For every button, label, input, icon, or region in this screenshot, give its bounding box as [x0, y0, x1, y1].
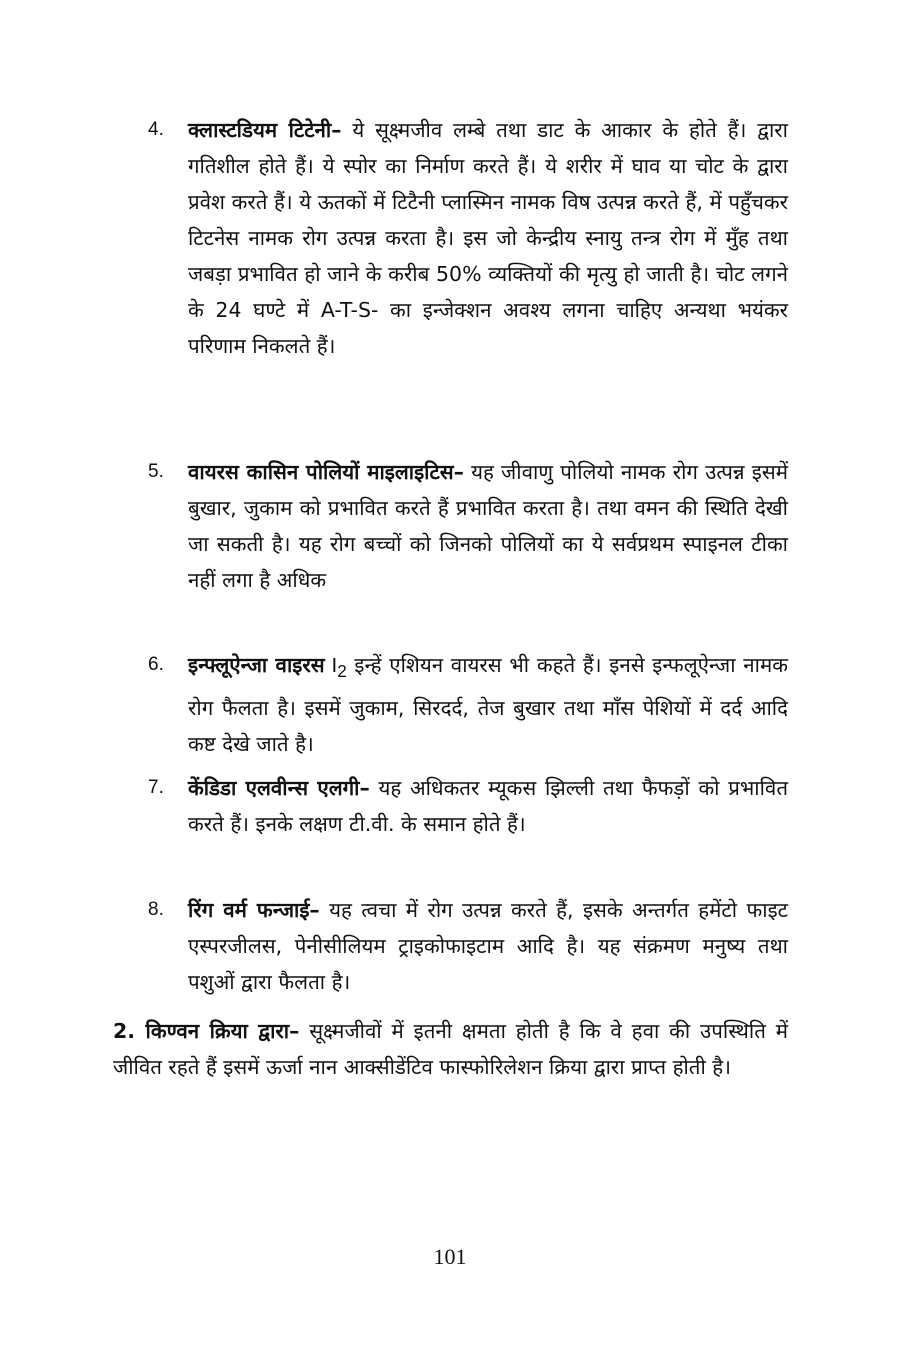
item-text: यह त्वचा में रोग उत्पन्न करते हैं, इसके अन्तर्गत हमेंटो फाइट एस्परजीलस, पेनीसीलियम ट्राइकोफाइटाम आदि है। यह संक्रमण मनुष्य तथा पशुओं द्वारा फैलता है। [188, 898, 788, 994]
item-number: 4. [148, 119, 164, 140]
item-number: 8. [148, 899, 164, 920]
section-text: सूक्ष्मजीवों में इतनी क्षमता होती है कि वे हवा की उपस्थिति में जीवित रहते हैं इसमें ऊर्जा नान आक्सीडेंटिव फास्फोरिलेशन क्रिया द्वारा प्राप्त होती है। [113, 1019, 788, 1079]
list-item-8 [148, 892, 788, 1000]
item-number: 5. [148, 461, 164, 482]
item-body [188, 454, 788, 598]
item-number: 7. [148, 777, 164, 798]
list-item-6 [148, 647, 788, 762]
item-body [188, 892, 788, 1000]
item-body [188, 647, 788, 762]
item-heading: वायरस कासिन पोलियों माइलाइटिस– [188, 460, 464, 484]
item-text: यह जीवाणु पोलियो नामक रोग उत्पन्न इसमें बुखार, जुकाम को प्रभावित करते हैं प्रभावित करता है। तथा वमन की स्थिति देखी जा सकती है। यह रोग बच्चों को जिनको पोलियों का ये सर्वप्रथम स्पाइनल टीका नहीं लगा है अधिक [188, 460, 788, 592]
item-text: यह अधिकतर म्यूकस झिल्ली तथा फैफड़ों को प्रभावित करते हैं। इनके लक्षण टी.वी. के समान होते हैं। [188, 776, 789, 836]
list-item-7 [148, 770, 788, 842]
item-text: ये सूक्ष्मजीव लम्बे तथा डाट के आकार के होते हैं। द्वारा गतिशील होते हैं। ये स्पोर का निर्माण करते हैं। ये शरीर में घाव या चोट के द्वारा प्रवेश करते हैं। ये ऊतकों में टिटैनी प्लास्मिन नामक विष उत्पन्न करते हैं, में पहुँचकर टिटनेस नामक रोग उत्पन्न करता है। इस जो केन्द्रीय स्नायु तन्त्र रोग में मुँह तथा जबड़ा प्रभावित हो जाने के करीब 50% व्यक्तियों की मृत्यु हो जाती है। चोट लगने के 24 घण्टे में A-T-S- का इन्जेक्शन अवश्य लगना चाहिए अन्यथा भयंकर परिणाम निकलते हैं। [188, 118, 788, 358]
item-heading: रिंग वर्म फन्जाई– [188, 898, 320, 922]
item-heading: केंडिडा एलवीन्स एलगी– [188, 776, 370, 800]
section-heading: 2. किण्वन क्रिया द्वारा– [113, 1019, 300, 1043]
item-subscript: 2 [337, 662, 347, 682]
item-text: इन्हें एशियन वायरस भी कहते हैं। इनसे इन्फलूऐन्जा नामक रोग फैलता है। इसमें जुकाम, सिरदर्द, तेज बुखार तथा माँस पेशियों में दर्द आदि कष्ट देखे जाते है। [188, 653, 788, 757]
item-heading-suffix: I [324, 654, 338, 677]
page-number: 101 [433, 1244, 467, 1269]
list-item-4 [148, 112, 788, 364]
item-body [188, 770, 788, 842]
item-heading: क्लास्टडियम टिटेनी– [188, 118, 342, 142]
item-number: 6. [148, 654, 164, 675]
item-heading: इन्फ्लूऐन्जा वाइरस [188, 653, 325, 677]
list-item-5 [148, 454, 788, 598]
item-body [188, 112, 788, 364]
section-paragraph [113, 1013, 788, 1085]
